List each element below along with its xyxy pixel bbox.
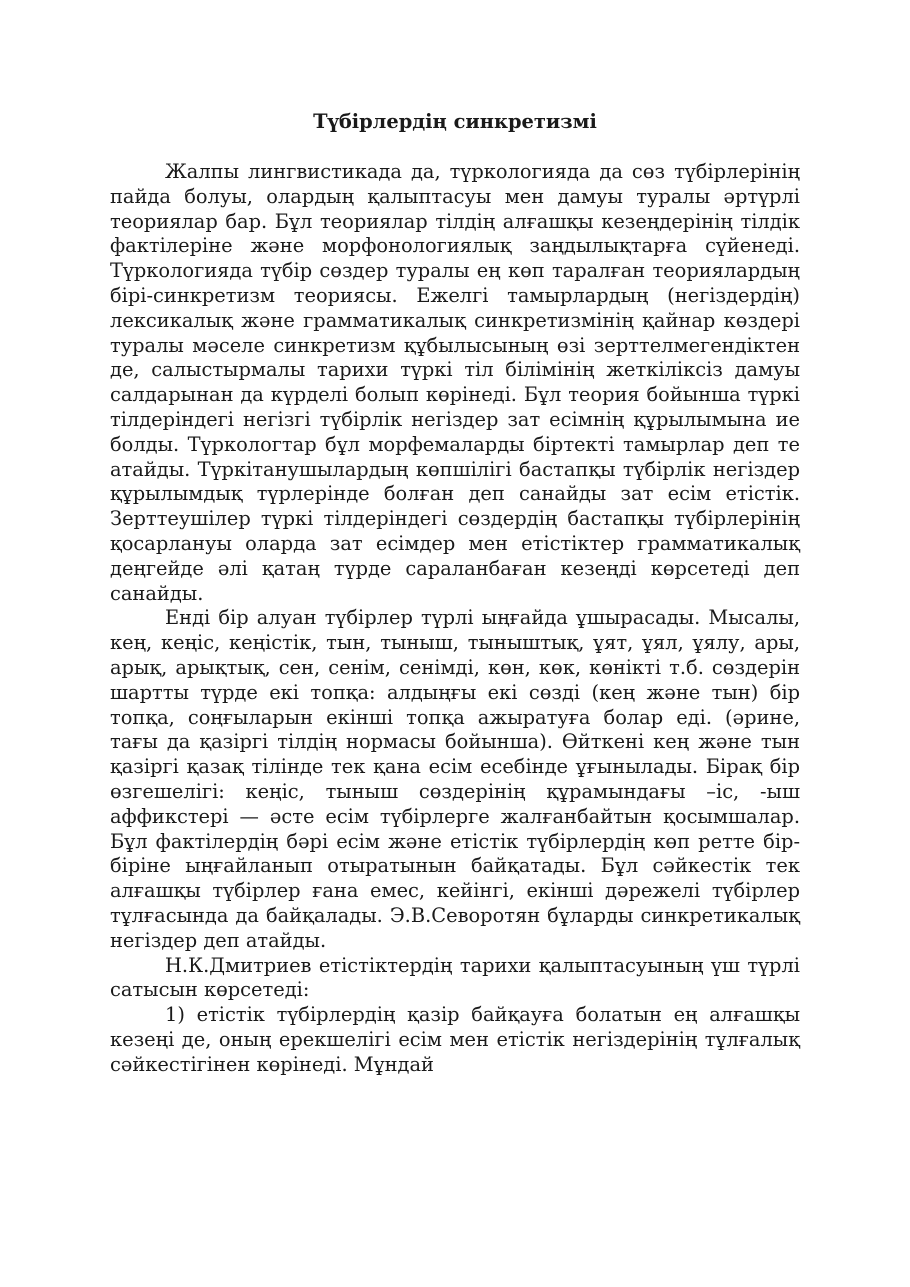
paragraph-root-examples: Енді бір алуан түбірлер түрлі ыңғайда ұшырасады. Мысалы, кең, кеңіс, кеңістік, тын, тыныш, тыныштық, ұят, ұял, ұялу, ары, арық, арықтық, сен, сенім, сенімді, көн, көк, көнікті т.б. сөздерін шартты түрде екі топқа: алдыңғы екі сөзді (кең және тын) бір топқа, соңғыларын екінші топқа ажыратуға болар еді. (әрине, тағы да қазіргі тілдің нормасы бойынша). Өйткені кең және тын қазіргі қазақ тілінде тек қана есім есебінде ұғынылады. Бірақ бір өзгешелігі: кеңіс, тыныш сөздерінің құрамындағы –іс, -ыш аффикстері — әсте есім түбірлерге жалғанбайтын қосымшалар. Бұл фактілердің бәрі есім және етістік түбірлердің көп ретте бір-біріне ыңғайланып отыратынын байқатады. Бұл сәйкестік тек алғашқы түбірлер ғана емес, кейінгі, екінші дәрежелі түбірлер тұлғасында да байқалады. Э.В.Севоротян бұларды синкретикалық негіздер деп атайды.	[110, 606, 800, 952]
paragraph-syncretism-theory: Жалпы лингвистикада да, түркологияда да сөз түбірлерінің пайда болуы, олардың қалыптасуы мен дамуы туралы әртүрлі теориялар бар. Бұл теориялар тілдің алғашқы кезеңдерінің тілдік фактілеріне және морфонологиялық заңдылықтарға сүйенеді. Түркологияда түбір сөздер туралы ең көп таралған теориялардың бірі-синкретизм теориясы. Ежелгі тамырлардың (негіздердің) лексикалық және грамматикалық синкретизмінің қайнар көздері туралы мәселе синкретизм құбылысының өзі зерттелмегендіктен де, салыстырмалы тарихи түркі тіл білімінің жеткіліксіз дамуы салдарынан да күрделі болып көрінеді. Бұл теория бойынша түркі тілдеріндегі негізгі түбірлік негіздер зат есімнің құрылымына ие болды. Түркологтар бұл морфемаларды біртекті тамырлар деп те атайды. Түркітанушылардың көпшілігі бастапқы түбірлік негіздер құрылымдық түрлерінде болған деп санайды зат есім етістік. Зерттеушілер түркі тілдеріндегі сөздердің бастапқы түбірлерінің қосарлануы оларда зат есімдер мен етістіктер грамматикалық деңгейде әлі қатаң түрде сараланбаған кезеңді көрсетеді деп санайды.	[110, 160, 800, 605]
document-title: Түбірлердің синкретизмі	[313, 110, 597, 133]
paragraph-dmitriev-stages: Н.К.Дмитриев етістіктердің тарихи қалыптасуының үш түрлі сатысын көрсетеді:	[110, 953, 800, 1002]
paragraph-first-stage: 1) етістік түбірлердің қазір байқауға болатын ең алғашқы кезеңі де, оның ерекшелігі есім мен етістік негіздерінің тұлғалық сәйкестігінен көрінеді. Мұндай	[110, 1003, 800, 1076]
document-page	[110, 108, 800, 1077]
